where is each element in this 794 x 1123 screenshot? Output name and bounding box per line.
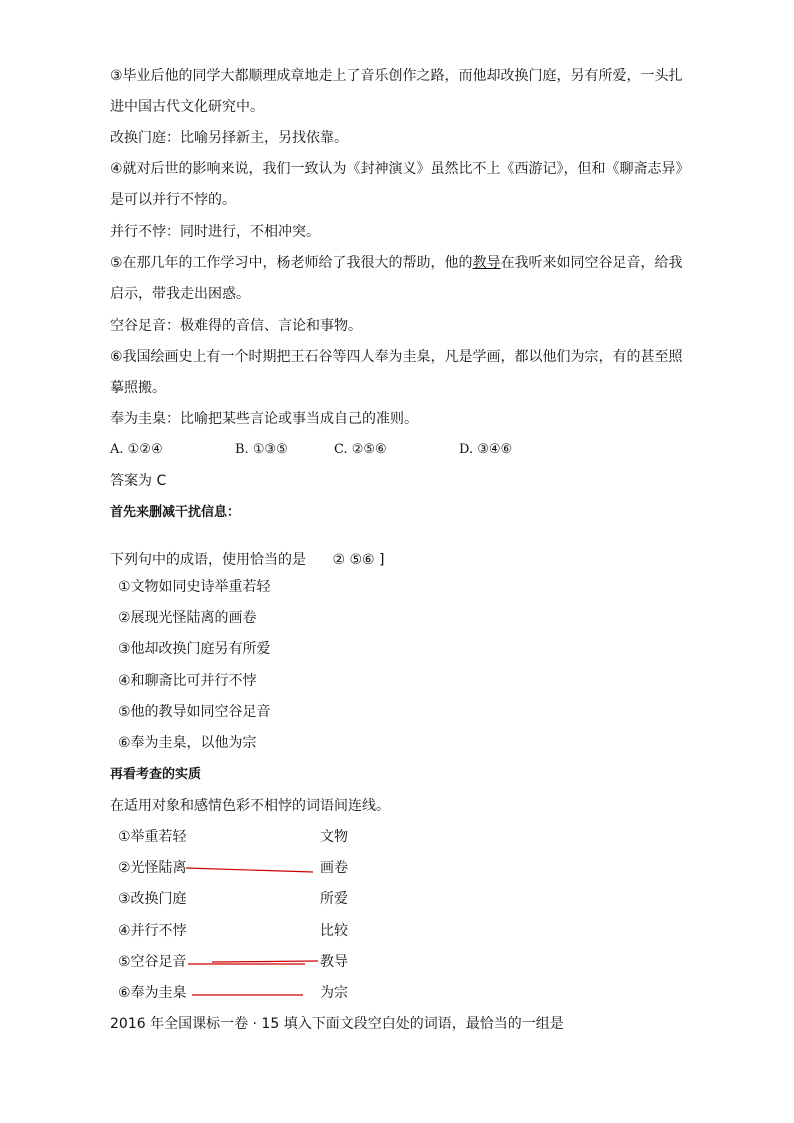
p3-line1: ③毕业后他的同学大都顺理成章地走上了音乐创作之路，而他却改换门庭，另有所爱，一头扎 bbox=[110, 68, 683, 84]
match-left-3: ③改换门庭 bbox=[118, 891, 187, 907]
p3-line2: 进中国古代文化研究中。 bbox=[110, 99, 264, 115]
p5-line2: 启示，带我走出困惑。 bbox=[110, 286, 250, 302]
instruction-line: 在适用对象和感情色彩不相悖的词语间连线。 bbox=[110, 798, 390, 814]
match-right-4: 比较 bbox=[320, 923, 348, 939]
p4-line2: 是可以并行不悖的。 bbox=[110, 192, 236, 208]
p5-underlined-word: 教导 bbox=[472, 255, 501, 271]
match-right-2: 画卷 bbox=[320, 860, 348, 876]
reduced-item-6: ⑥奉为圭臬，以他为宗 bbox=[118, 735, 257, 751]
reduced-item-4: ④和聊斋比可并行不悖 bbox=[118, 673, 257, 689]
p6-line1: ⑥我国绘画史上有一个时期把王石谷等四人奉为圭臬，凡是学画，都以他们为宗，有的甚至照 bbox=[110, 349, 683, 365]
match-right-6: 为宗 bbox=[320, 985, 348, 1001]
question-text: 下列句中的成语，使用恰当的是 bbox=[110, 552, 306, 568]
option-c: C. ②⑤⑥ bbox=[334, 442, 387, 457]
reduced-item-5: ⑤他的教导如同空谷足音 bbox=[118, 704, 271, 720]
link-line-5b bbox=[212, 961, 318, 962]
reduced-item-3: ③他却改换门庭另有所爱 bbox=[118, 641, 271, 657]
p3-definition: 改换门庭：比喻另择新主，另找依靠。 bbox=[110, 130, 348, 146]
p5-line1-start: ⑤在那几年的工作学习中，杨老师给了我很大的帮助，他的 bbox=[110, 255, 473, 271]
p4-line1: ④就对后世的影响来说，我们一致认为《封神演义》虽然比不上《西游记》，但和《聊斋志异》 bbox=[110, 161, 690, 177]
answer-line: 答案为 C bbox=[110, 473, 167, 489]
match-left-1: ①举重若轻 bbox=[118, 829, 187, 845]
reduced-item-2: ②展现光怪陆离的画卷 bbox=[118, 610, 257, 626]
p5-line1-end: 在我听来如同空谷足音，给我 bbox=[500, 255, 683, 271]
p4-definition: 并行不悖：同时进行，不相冲突。 bbox=[110, 224, 320, 240]
option-a: A. ①②④ bbox=[110, 442, 163, 457]
p6-definition: 奉为圭臬：比喻把某些言论或事当成自己的准则。 bbox=[110, 411, 418, 427]
p6-line2: 摹照搬。 bbox=[110, 380, 166, 396]
match-left-2: ②光怪陆离 bbox=[118, 860, 187, 876]
link-line-2 bbox=[186, 868, 313, 872]
question-answer: ② ⑤⑥ ] bbox=[332, 552, 385, 568]
match-left-5: ⑤空谷足音 bbox=[118, 954, 187, 970]
p5-definition: 空谷足音：极难得的音信、言论和事物。 bbox=[110, 318, 362, 334]
section1-title: 首先来删减干扰信息： bbox=[110, 505, 241, 520]
option-b: B. ①③⑤ bbox=[235, 442, 288, 457]
option-d: D. ③④⑥ bbox=[459, 442, 513, 457]
match-right-3: 所爱 bbox=[320, 891, 348, 907]
match-right-1: 文物 bbox=[320, 829, 348, 845]
match-right-5: 教导 bbox=[320, 954, 348, 970]
reduced-item-1: ①文物如同史诗举重若轻 bbox=[118, 579, 271, 595]
section2-title: 再看考查的实质 bbox=[110, 767, 202, 782]
match-left-4: ④并行不悖 bbox=[118, 923, 187, 939]
footer-line: 2016 年全国课标一卷 · 15 填入下面文段空白处的词语，最恰当的一组是 bbox=[110, 1016, 564, 1032]
match-left-6: ⑥奉为圭臬 bbox=[118, 985, 187, 1001]
